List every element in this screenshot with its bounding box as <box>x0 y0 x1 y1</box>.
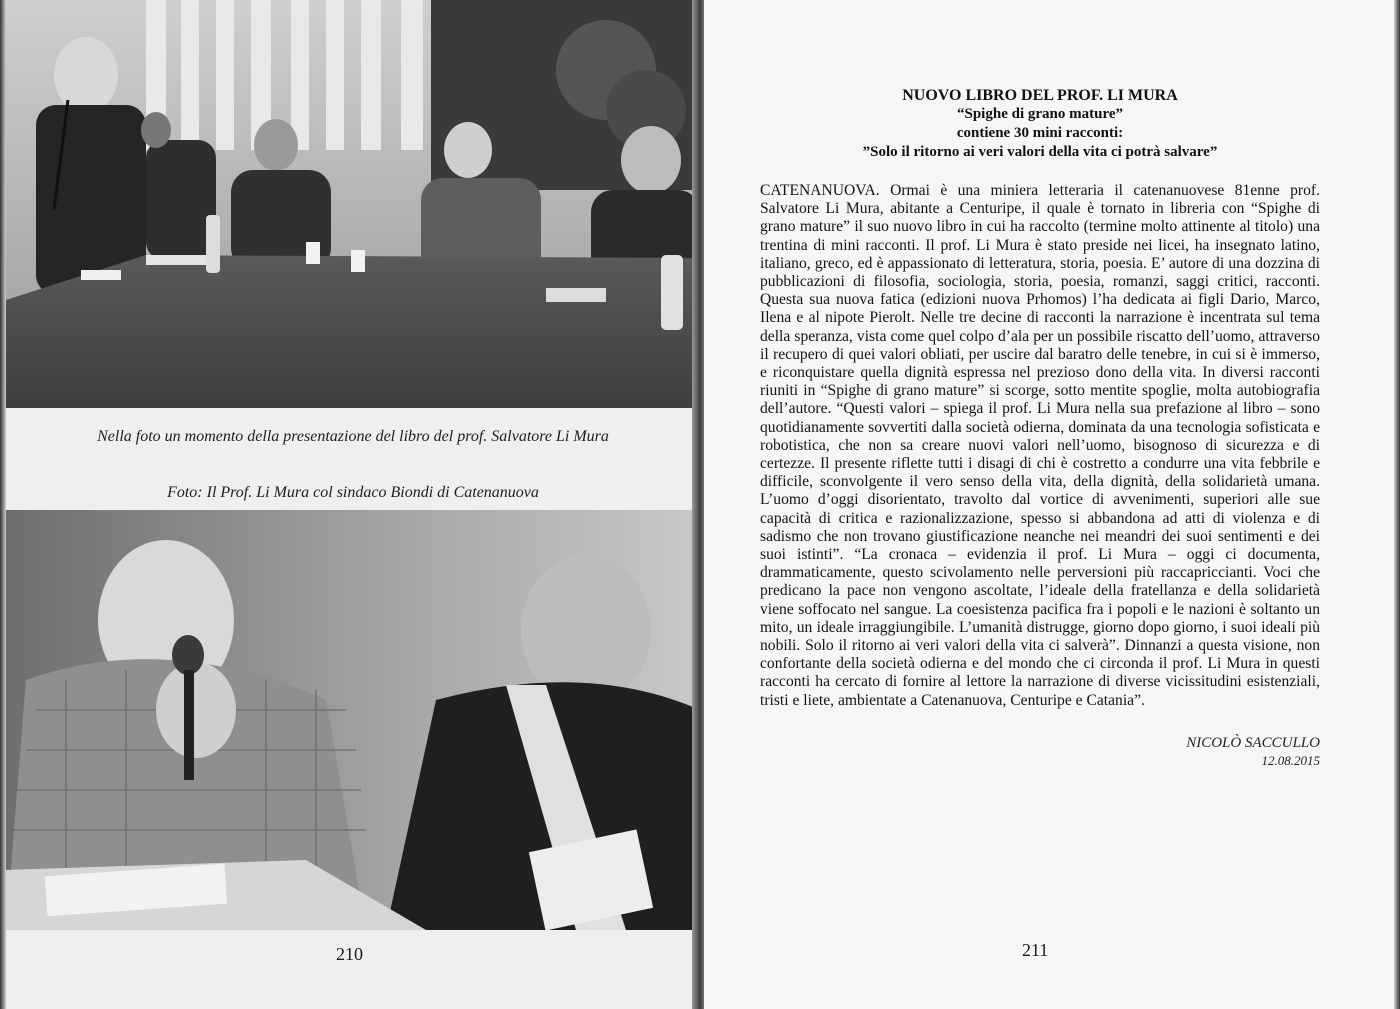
page-number-left: 210 <box>336 944 363 964</box>
photo-professor-mayor-image <box>6 510 700 930</box>
photo-presentation <box>6 0 700 408</box>
heading-line-3: contiene 30 mini racconti: <box>956 125 1124 141</box>
heading-line-4: ”Solo il ritorno ai veri valori della vita ci potrà salvare” <box>862 144 1218 160</box>
heading-line-1: NUOVO LIBRO DEL PROF. LI MURA <box>902 87 1178 104</box>
caption-presentation: Nella foto un momento della presentazione del libro del prof. Salvatore Li Mura <box>97 428 609 445</box>
heading-line-2: “Spighe di grano mature” <box>957 106 1123 122</box>
photo-professor-mayor <box>6 510 700 930</box>
page-number-right: 211 <box>1022 940 1049 960</box>
caption-mayor: Foto: Il Prof. Li Mura col sindaco Biondi di Catenanuova <box>167 484 539 501</box>
article-author: NICOLÒ SACCULLO <box>1186 735 1320 751</box>
photo-presentation-image <box>6 0 700 408</box>
article-date: 12.08.2015 <box>1261 753 1320 768</box>
book-edge-right <box>1394 0 1400 1009</box>
article-body: CATENANUOVA. Ormai è una miniera letteraria il catenanuovese 81enne prof. Salvatore Li Mura, abitante a Centuripe, il quale è tornato in libreria con “Spighe di grano mature” il suo nuovo libro in cui ha raccolto (termine molto attinente al titolo) una trentina di mini racconti. Il prof. Li Mura è stato preside nei licei, ha insegnato latino, italiano, greco, ed è appassionato di letteratura, storia, poesia. E’ autore di una dozzina di pubblicazioni di filosofia, sociologia, storia, poesia, romanzi, saggi critici, racconti. Questa sua nuova fatica (edizioni nuova Prhomos) l’ha dedicata ai figli Dario, Marco, Ilena e al nipote Pierolt. Nelle tre decine di racconti la narrazione è incentrata sul tema della speranza, vista come quel colpo d’ala per un possibile riscatto dell’uomo, attraverso il recupero di quei valori obliati, per uscire dal baratro delle tenebre, in cui si è immerso, e riconquistare quella dignità espressa nel prezioso dono della vita. In diversi racconti riuniti in “Spighe di grano mature” si scorge, sotto mentite spoglie, molta autobiografia dell’autore. “Questi valori – spiega il prof. Li Mura nella sua prefazione al libro – sono quotidianamente sovvertiti dalla società odierna, dominata da una tecnologia sofisticata e robotistica, che non sa creare nuovi valori nell’uomo, bisognoso di sicurezza e di certezze. Il presente riflette tutti i disagi di chi è costretto a condurre una vita febbrile e difficile, sconvolgente il vero senso della vita, della dignità, della solidarietà umana. L’uomo d’oggi disorientato, travolto dal vortice di avvenimenti, superiori alle sue capacità di critica e razionalizzazione, spesso si abbandona ad atti di violenza e di sadismo che non trovano giustificazione neanche nei meandri dei suoi sentimenti e dei suoi istinti”. “La cronaca – evidenzia il prof. Li Mura – oggi ci documenta, drammaticamente, questo scivolamento nelle perversioni più raccapriccianti. Voci che predicano la pace non vengono ascoltate, l’ideale della fratellanza e della solidarietà viene soffocato nel sangue. La coesistenza pacifica fra i popoli e le nazioni è soltanto un mito, un ideale irraggiungibile. L’umanità distrugge, giorno dopo giorno, i suoi ideali più nobili. Solo il ritorno ai veri valori della vita ci salverà”. Dinnanzi a questa visione, non confortante della società odierna e del mondo che ci circonda il prof. Li Mura in questi racconti ha cercato di fornire al lettore la narrazione di diverse vicissitudini esistenziali, tristi e liete, ambientate a Catenanuova, Centuripe e Catania”. <box>760 182 1320 709</box>
article-heading <box>760 86 1320 162</box>
